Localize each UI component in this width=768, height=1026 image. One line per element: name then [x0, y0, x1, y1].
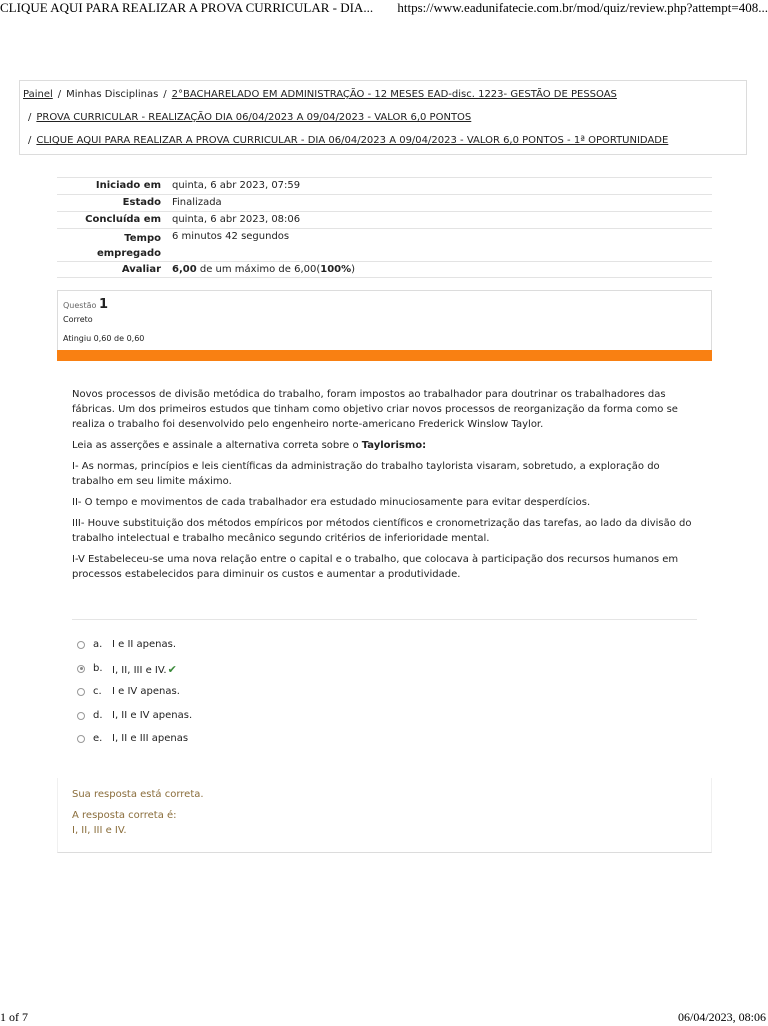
- question-state: Correto: [63, 315, 93, 324]
- breadcrumb-link-painel[interactable]: Painel: [23, 89, 53, 100]
- assertion-4: I-V Estabeleceu-se uma nova relação entre o capital e o trabalho, que colocava à participação dos recursos humanos em processos estabelecidos para diminuir os custos e aumentar a produtividade.: [72, 554, 679, 580]
- summary-row-state: [57, 194, 712, 211]
- question-grade: Atingiu 0,60 de 0,60: [63, 334, 145, 343]
- answer-text-wrap: [112, 663, 177, 676]
- question-accent-bar: [57, 350, 712, 361]
- breadcrumb: [19, 80, 747, 155]
- summary-label: Concluída em: [85, 214, 161, 225]
- print-footer-page: 1 of 7: [0, 1010, 28, 1024]
- radio-button-selected[interactable]: [77, 665, 85, 673]
- assertion-1: I- As normas, princípios e leis científicas da administração do trabalho taylorista visaram, sobretudo, a exploração do trabalho em seu limite máximo.: [72, 461, 660, 487]
- summary-row-grade: [57, 261, 712, 278]
- question-text: [72, 387, 702, 588]
- answer-letter: a.: [93, 639, 103, 650]
- breadcrumb-separator: /: [28, 112, 32, 123]
- breadcrumb-separator: /: [163, 89, 167, 100]
- summary-label: Estado: [122, 197, 161, 208]
- answer-letter: d.: [93, 709, 103, 721]
- print-header-title: CLIQUE AQUI PARA REALIZAR A PROVA CURRICULAR - DIA...: [0, 0, 374, 15]
- breadcrumb-row-1: [23, 89, 617, 100]
- summary-value: quinta, 6 abr 2023, 07:59: [172, 180, 301, 191]
- question-label: [63, 297, 108, 312]
- print-footer-datetime: 06/04/2023, 08:06: [677, 1010, 766, 1024]
- feedback-correct-answer-label: A resposta correta é:: [72, 810, 177, 821]
- feedback-correct-message: Sua resposta está correta.: [72, 789, 204, 800]
- breadcrumb-link-prova-section[interactable]: PROVA CURRICULAR - REALIZAÇÃO DIA 06/04/2023 A 09/04/2023 - VALOR 6,0 PONTOS: [36, 112, 472, 123]
- summary-row-completed: [57, 211, 712, 228]
- answer-letter: b.: [93, 662, 103, 674]
- answer-letter: c.: [93, 686, 102, 697]
- answer-letter: e.: [93, 733, 103, 744]
- grade-max: de um máximo de 6,00(: [196, 264, 321, 275]
- radio-button[interactable]: [77, 712, 85, 720]
- print-header-url: https://www.eadunifatecie.com.br/mod/quiz/review.php?attempt=408...: [397, 0, 768, 15]
- question-label-text: Questão: [63, 301, 97, 310]
- question-info-panel: [57, 290, 712, 350]
- summary-value: [172, 264, 355, 275]
- answer-text: I, II, III e IV.: [112, 664, 167, 676]
- grade-percent: 100%: [320, 264, 352, 275]
- assertion-2: II- O tempo e movimentos de cada trabalhador era estudado minuciosamente para evitar desperdícios.: [72, 497, 591, 508]
- breadcrumb-link-course[interactable]: 2°BACHARELADO EM ADMINISTRAÇÃO - 12 MESES EAD-disc. 1223- GESTÃO DE PESSOAS: [171, 89, 617, 100]
- question-content: [57, 361, 712, 778]
- grade-score: 6,00: [172, 264, 197, 275]
- summary-label-line: Tempo: [124, 233, 161, 244]
- feedback-correct-answer-value: I, II, III e IV.: [72, 825, 127, 836]
- summary-label: Iniciado em: [95, 180, 161, 191]
- question-divider: [72, 619, 697, 620]
- breadcrumb-separator: /: [57, 89, 62, 100]
- breadcrumb-separator: /: [28, 135, 32, 146]
- breadcrumb-item-minhas-disciplinas: Minhas Disciplinas: [66, 89, 159, 100]
- question-prompt: Leia as asserções e assinale a alternativa correta sobre o: [72, 440, 362, 451]
- answer-text: I, II e III apenas: [112, 733, 189, 744]
- grade-end: ): [351, 264, 356, 275]
- question-feedback: [57, 778, 712, 853]
- summary-label: [57, 231, 161, 261]
- assertion-3: III- Houve substituição dos métodos empíricos por métodos científicos e cronometrização das tarefas, ao lado da divisão do trabalho intelectual e trabalho mecânico segundo critérios de inferioridade mental.: [72, 518, 692, 544]
- summary-value: quinta, 6 abr 2023, 08:06: [172, 214, 301, 225]
- question-paragraph: [72, 438, 702, 453]
- breadcrumb-link-quiz[interactable]: CLIQUE AQUI PARA REALIZAR A PROVA CURRICULAR - DIA 06/04/2023 A 09/04/2023 - VALOR 6,0 PONTOS - 1ª OPORTUNIDADE: [36, 135, 669, 146]
- question-number: 1: [98, 297, 108, 312]
- summary-label-line: empregado: [96, 248, 161, 259]
- answer-text: I, II e IV apenas.: [112, 709, 193, 721]
- summary-value: 6 minutos 42 segundos: [172, 231, 290, 242]
- summary-row-time: [57, 228, 712, 261]
- breadcrumb-row-2: [28, 112, 471, 123]
- check-icon: ✔: [167, 662, 177, 676]
- radio-button[interactable]: [77, 735, 85, 743]
- answer-text: I e IV apenas.: [112, 686, 180, 697]
- radio-button[interactable]: [77, 641, 85, 649]
- summary-value: Finalizada: [172, 197, 222, 208]
- breadcrumb-row-3: [28, 135, 668, 146]
- summary-row-started: [57, 177, 712, 194]
- summary-label: Avaliar: [121, 264, 161, 275]
- question-topic: Taylorismo:: [361, 440, 427, 451]
- question-paragraph: Novos processos de divisão metódica do trabalho, foram impostos ao trabalhador para doutrinar os trabalhadores das fábricas. Um dos primeiros estudos que tinham como objetivo criar novos processos de reorganização da forma como se realiza o trabalho foi desenvolvido pelo engenheiro norte-americano Frederick Winslow Taylor.: [72, 389, 678, 430]
- answer-text: I e II apenas.: [112, 639, 177, 650]
- print-header: [0, 0, 768, 18]
- radio-button[interactable]: [77, 688, 85, 696]
- attempt-summary-table: [57, 177, 712, 278]
